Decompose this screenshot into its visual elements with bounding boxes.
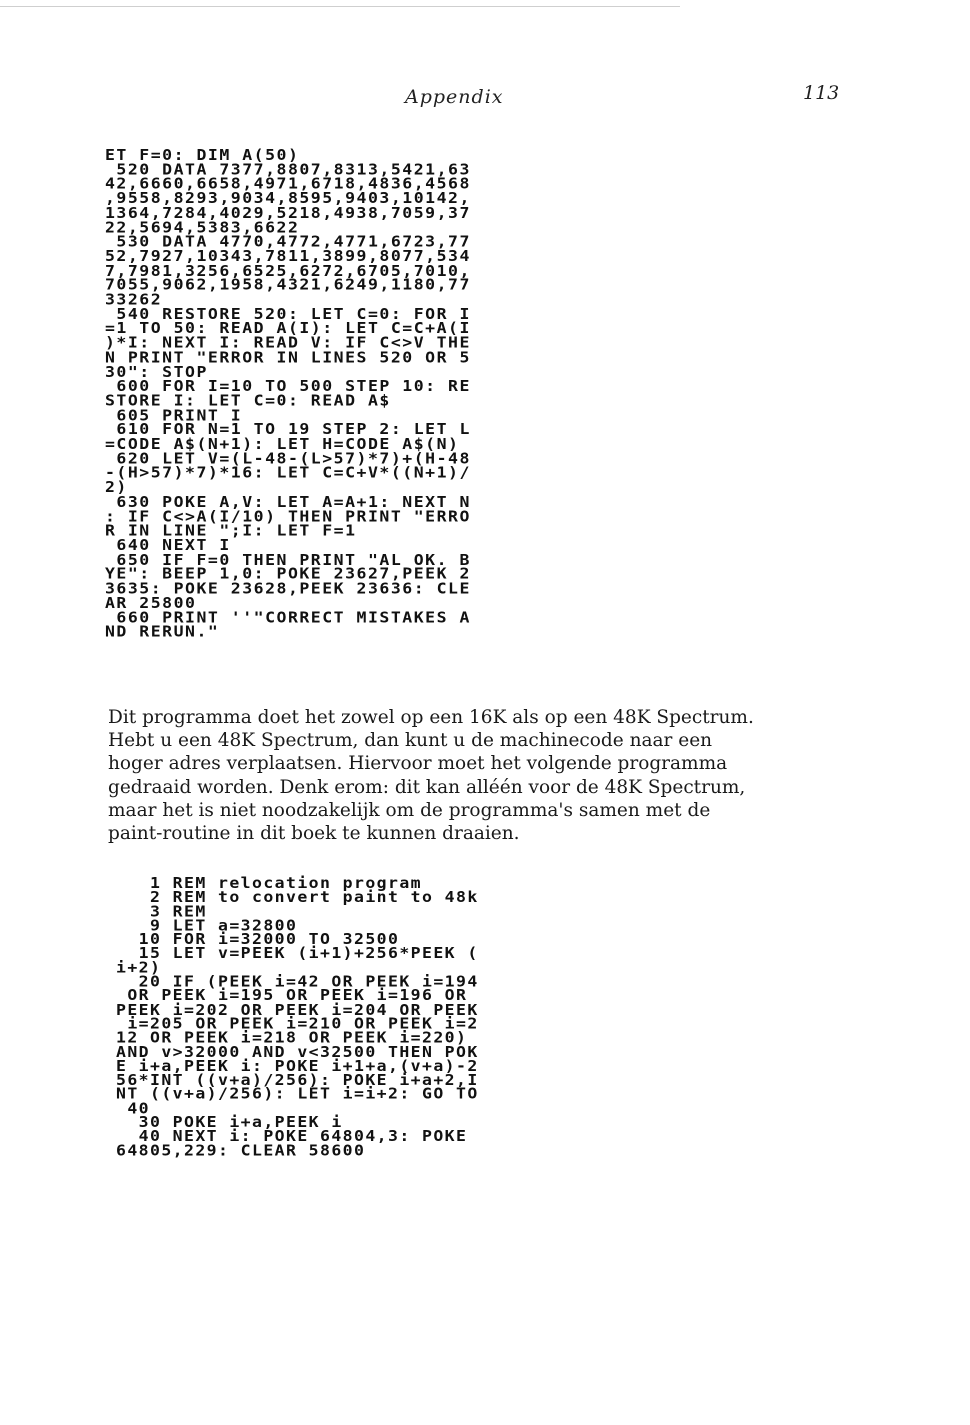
- code-line: 3 REM: [116, 902, 207, 920]
- code-line: 610 FOR N=1 TO 19 STEP 2: LET L: [105, 420, 471, 439]
- code-line: NT ((v+a)/256): LET i=i+2: GO TO: [116, 1085, 479, 1103]
- code-line: -(H>57)*7)*16: LET C=C+V*((N+1)/: [105, 463, 471, 482]
- code-line: 9 LET a=32800: [116, 916, 298, 934]
- code-line: 630 POKE A,V: LET A=A+1: NEXT N: [105, 492, 471, 511]
- code-line: 1 REM relocation program: [116, 874, 423, 892]
- code-line: R IN LINE ";I: LET F=1: [105, 521, 357, 540]
- code-line: 2): [105, 478, 128, 496]
- paragraph-line: Hebt u een 48K Spectrum, dan kunt u de machinecode naar een: [108, 730, 713, 752]
- paragraph-line: Dit programma doet het zowel op een 16K als op een 48K Spectrum.: [108, 707, 754, 728]
- code-line: 7055,9062,1958,4321,6249,1180,77: [105, 276, 471, 294]
- basic-listing-relocation-program: [116, 874, 479, 1160]
- code-line: 33262: [105, 290, 163, 309]
- code-line: 660 PRINT ''"CORRECT MISTAKES A: [105, 608, 471, 626]
- code-line: N PRINT "ERROR IN LINES 520 OR 5: [105, 348, 471, 366]
- code-line: 40 NEXT i: POKE 64804,3: POKE: [116, 1127, 468, 1145]
- code-line: ND RERUN.": [105, 622, 220, 641]
- code-line: )*I: NEXT I: READ V: IF C<>V THE: [105, 333, 471, 352]
- code-line: i=205 OR PEEK i=210 OR PEEK i=2: [116, 1014, 479, 1033]
- code-line: AR 25800: [105, 594, 197, 612]
- code-line: 56*INT ((v+a)/256): POKE i+a+2,I: [116, 1071, 479, 1089]
- code-line: 3635: POKE 23628,PEEK 23636: CLE: [105, 579, 471, 598]
- code-line: 15 LET v=PEEK (i+1)+256*PEEK (: [116, 944, 479, 963]
- code-line: 605 PRINT I: [105, 406, 243, 424]
- code-line: 40: [116, 1099, 151, 1117]
- code-line: 640 NEXT I: [105, 536, 231, 554]
- page-number: 113: [803, 82, 840, 104]
- code-line: AND v>32000 AND v<32500 THEN POK: [116, 1043, 479, 1061]
- code-line: ET F=0: DIM A(50): [105, 146, 300, 164]
- code-line: 540 RESTORE 520: LET C=0: FOR I: [105, 305, 471, 323]
- code-line: 10 FOR i=32000 TO 32500: [116, 930, 400, 948]
- paragraph-line: maar het is niet noodzakelijk om de programma's samen met de: [108, 799, 711, 821]
- code-line: 52,7927,10343,7811,3899,8077,534: [105, 247, 471, 265]
- code-line: 2 REM to convert paint to 48k: [116, 888, 479, 906]
- code-line: STORE I: LET C=0: READ A$: [105, 391, 391, 410]
- code-line: 22,5694,5383,6622: [105, 218, 300, 236]
- code-line: YE": BEEP 1,0: POKE 23627,PEEK 2: [105, 565, 471, 583]
- code-line: =CODE A$(N+1): LET H=CODE A$(N): [105, 435, 460, 453]
- code-line: 1364,7284,4029,5218,4938,7059,37: [105, 203, 471, 222]
- code-line: 530 DATA 4770,4772,4771,6723,77: [105, 232, 471, 251]
- code-line: OR PEEK i=195 OR PEEK i=196 OR: [116, 986, 468, 1005]
- code-line: 520 DATA 7377,8807,8313,5421,63: [105, 160, 471, 179]
- code-line: ,9558,8293,9034,8595,9403,10142,: [105, 189, 471, 207]
- code-line: 30": STOP: [105, 362, 208, 381]
- code-line: 600 FOR I=10 TO 500 STEP 10: RE: [105, 377, 471, 395]
- running-head: Appendix: [405, 86, 504, 108]
- code-line: E i+a,PEEK i: POKE i+1+a,(v+a)-2: [116, 1057, 479, 1075]
- paragraph-line: paint-routine in dit boek te kunnen draaien.: [108, 823, 520, 845]
- code-line: 650 IF F=0 THEN PRINT "AL OK. B: [105, 550, 471, 569]
- code-line: 620 LET V=(L-48-(L>57)*7)+(H-48: [105, 449, 471, 468]
- code-line: =1 TO 50: READ A(I): LET C=C+A(I: [105, 319, 471, 338]
- code-line: PEEK i=202 OR PEEK i=204 OR PEEK: [116, 1000, 479, 1019]
- code-line: 64805,229: CLEAR 58600: [116, 1141, 366, 1160]
- paragraph-line: gedraaid worden. Denk erom: dit kan alléén voor de 48K Spectrum,: [108, 776, 746, 798]
- basic-listing-checksum-loader: [105, 148, 471, 639]
- body-paragraph: [108, 706, 848, 845]
- paragraph-line: hoger adres verplaatsen. Hiervoor moet het volgende programma: [108, 753, 728, 775]
- code-line: 30 POKE i+a,PEEK i: [116, 1113, 343, 1131]
- code-line: 12 OR PEEK i=218 OR PEEK i=220): [116, 1028, 468, 1047]
- code-line: i+2): [116, 958, 162, 977]
- code-line: 42,6660,6658,4971,6718,4836,4568: [105, 175, 471, 193]
- code-line: 7,7981,3256,6525,6272,6705,7010,: [105, 261, 471, 280]
- code-line: 20 IF (PEEK i=42 OR PEEK i=194: [116, 972, 479, 991]
- code-line: : IF C<>A(I/10) THEN PRINT "ERRO: [105, 507, 471, 525]
- top-rule: [0, 6, 680, 7]
